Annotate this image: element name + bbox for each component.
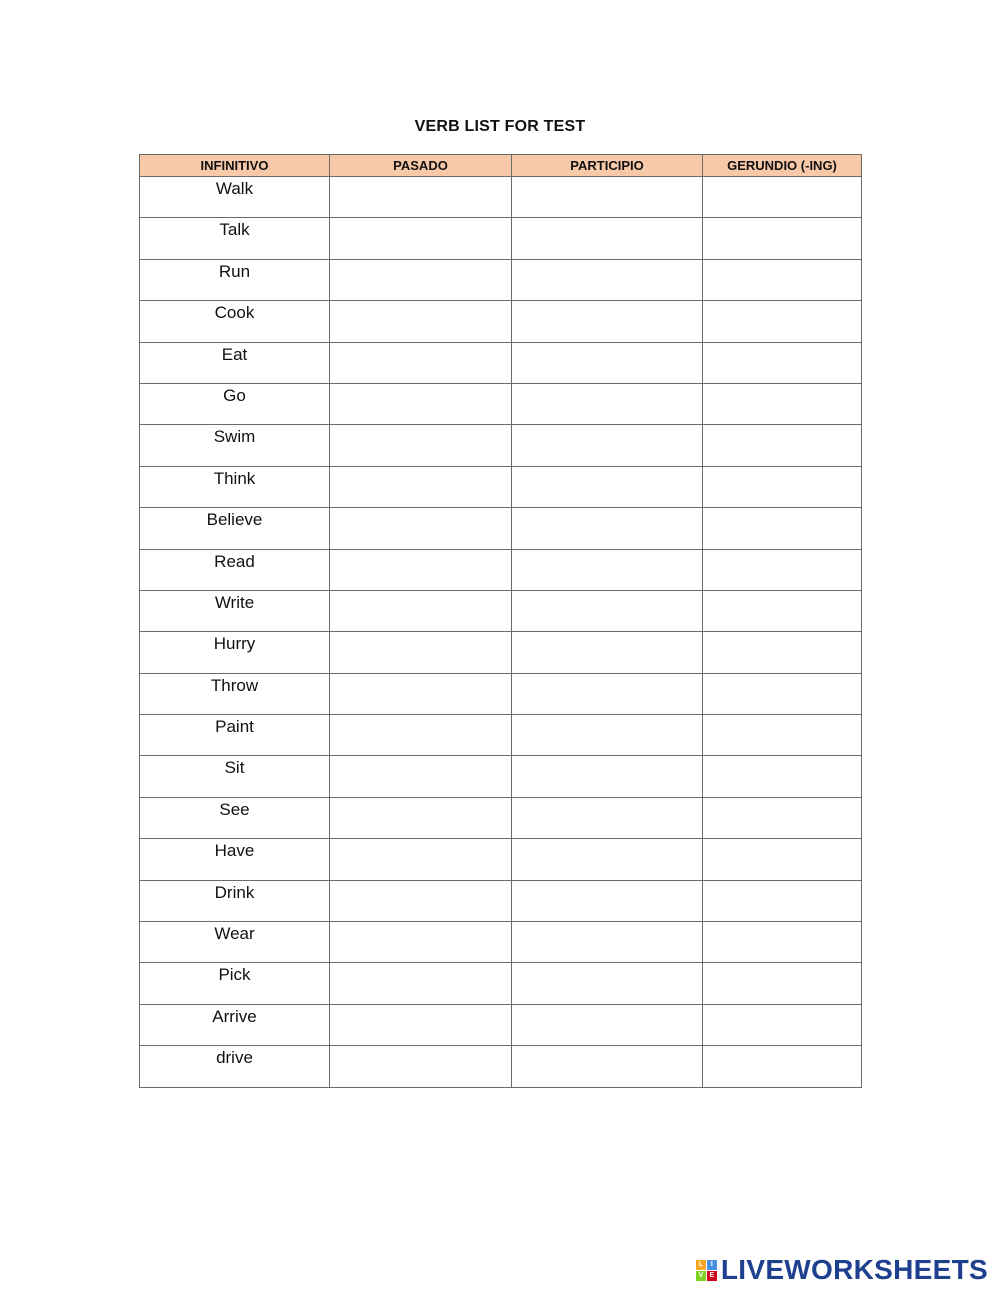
table-row [140, 259, 862, 300]
participle-answer-cell[interactable] [512, 383, 703, 424]
participle-answer-cell[interactable] [512, 880, 703, 921]
logo-mark-letter: V [696, 1271, 706, 1281]
participle-answer-cell[interactable] [512, 715, 703, 756]
liveworksheets-mark-icon [696, 1260, 717, 1281]
gerund-answer-cell[interactable] [703, 1046, 862, 1087]
participle-answer-cell[interactable] [512, 549, 703, 590]
past-answer-cell[interactable] [330, 508, 512, 549]
table-row [140, 756, 862, 797]
gerund-answer-cell[interactable] [703, 425, 862, 466]
gerund-answer-cell[interactable] [703, 508, 862, 549]
gerund-answer-cell[interactable] [703, 673, 862, 714]
verb-infinitive-cell: Arrive [140, 1004, 330, 1045]
table-row [140, 839, 862, 880]
participle-answer-cell[interactable] [512, 508, 703, 549]
verb-infinitive-cell: Go [140, 383, 330, 424]
past-answer-cell[interactable] [330, 342, 512, 383]
gerund-answer-cell[interactable] [703, 922, 862, 963]
participle-answer-cell[interactable] [512, 922, 703, 963]
table-row [140, 342, 862, 383]
past-answer-cell[interactable] [330, 1046, 512, 1087]
verb-infinitive-cell: Throw [140, 673, 330, 714]
past-answer-cell[interactable] [330, 301, 512, 342]
verb-infinitive-cell: drive [140, 1046, 330, 1087]
verb-infinitive-cell: Write [140, 590, 330, 631]
participle-answer-cell[interactable] [512, 632, 703, 673]
verb-infinitive-cell: Think [140, 466, 330, 507]
past-answer-cell[interactable] [330, 797, 512, 838]
gerund-answer-cell[interactable] [703, 466, 862, 507]
logo-mark-letter: I [707, 1260, 717, 1270]
gerund-answer-cell[interactable] [703, 259, 862, 300]
table-row [140, 549, 862, 590]
table-row [140, 177, 862, 218]
participle-answer-cell[interactable] [512, 342, 703, 383]
gerund-answer-cell[interactable] [703, 590, 862, 631]
table-row [140, 590, 862, 631]
column-header-pasado: PASADO [330, 155, 512, 177]
past-answer-cell[interactable] [330, 839, 512, 880]
past-answer-cell[interactable] [330, 549, 512, 590]
table-row [140, 466, 862, 507]
gerund-answer-cell[interactable] [703, 549, 862, 590]
verb-table [139, 154, 862, 1088]
verb-infinitive-cell: Walk [140, 177, 330, 218]
participle-answer-cell[interactable] [512, 673, 703, 714]
verb-infinitive-cell: Read [140, 549, 330, 590]
verb-infinitive-cell: Drink [140, 880, 330, 921]
past-answer-cell[interactable] [330, 632, 512, 673]
past-answer-cell[interactable] [330, 880, 512, 921]
gerund-answer-cell[interactable] [703, 839, 862, 880]
verb-infinitive-cell: Talk [140, 218, 330, 259]
verb-infinitive-cell: Have [140, 839, 330, 880]
past-answer-cell[interactable] [330, 673, 512, 714]
table-row [140, 880, 862, 921]
page-title: VERB LIST FOR TEST [414, 118, 586, 135]
column-header-infinitivo: INFINITIVO [140, 155, 330, 177]
past-answer-cell[interactable] [330, 715, 512, 756]
gerund-answer-cell[interactable] [703, 177, 862, 218]
past-answer-cell[interactable] [330, 259, 512, 300]
table-row [140, 1004, 862, 1045]
verb-infinitive-cell: Cook [140, 301, 330, 342]
gerund-answer-cell[interactable] [703, 218, 862, 259]
participle-answer-cell[interactable] [512, 1004, 703, 1045]
verb-infinitive-cell: Wear [140, 922, 330, 963]
table-row [140, 1046, 862, 1087]
table-row [140, 508, 862, 549]
participle-answer-cell[interactable] [512, 425, 703, 466]
past-answer-cell[interactable] [330, 466, 512, 507]
gerund-answer-cell[interactable] [703, 383, 862, 424]
gerund-answer-cell[interactable] [703, 1004, 862, 1045]
verb-table-body [140, 177, 862, 1088]
gerund-answer-cell[interactable] [703, 632, 862, 673]
past-answer-cell[interactable] [330, 177, 512, 218]
verb-infinitive-cell: See [140, 797, 330, 838]
table-row [140, 922, 862, 963]
table-row [140, 963, 862, 1004]
past-answer-cell[interactable] [330, 590, 512, 631]
participle-answer-cell[interactable] [512, 590, 703, 631]
table-row [140, 715, 862, 756]
table-row [140, 673, 862, 714]
past-answer-cell[interactable] [330, 756, 512, 797]
participle-answer-cell[interactable] [512, 177, 703, 218]
logo-mark-letter: L [696, 1260, 706, 1270]
participle-answer-cell[interactable] [512, 797, 703, 838]
table-row [140, 632, 862, 673]
table-row [140, 425, 862, 466]
verb-infinitive-cell: Run [140, 259, 330, 300]
gerund-answer-cell[interactable] [703, 880, 862, 921]
participle-answer-cell[interactable] [512, 466, 703, 507]
table-row [140, 301, 862, 342]
gerund-answer-cell[interactable] [703, 715, 862, 756]
participle-answer-cell[interactable] [512, 1046, 703, 1087]
participle-answer-cell[interactable] [512, 963, 703, 1004]
past-answer-cell[interactable] [330, 1004, 512, 1045]
logo-text: LIVEWORKSHEETS [720, 1254, 988, 1285]
verb-infinitive-cell: Eat [140, 342, 330, 383]
liveworksheets-logo [696, 1254, 988, 1286]
participle-answer-cell[interactable] [512, 218, 703, 259]
table-row [140, 383, 862, 424]
past-answer-cell[interactable] [330, 218, 512, 259]
gerund-answer-cell[interactable] [703, 301, 862, 342]
verb-infinitive-cell: Pick [140, 963, 330, 1004]
logo-mark-letter: E [707, 1271, 717, 1281]
participle-answer-cell[interactable] [512, 301, 703, 342]
past-answer-cell[interactable] [330, 425, 512, 466]
gerund-answer-cell[interactable] [703, 342, 862, 383]
gerund-answer-cell[interactable] [703, 797, 862, 838]
column-header-participio: PARTICIPIO [512, 155, 703, 177]
participle-answer-cell[interactable] [512, 839, 703, 880]
column-header-gerundio: GERUNDIO (-ING) [703, 155, 862, 177]
gerund-answer-cell[interactable] [703, 756, 862, 797]
table-row [140, 797, 862, 838]
participle-answer-cell[interactable] [512, 259, 703, 300]
past-answer-cell[interactable] [330, 922, 512, 963]
past-answer-cell[interactable] [330, 383, 512, 424]
table-row [140, 218, 862, 259]
table-header-row [140, 155, 862, 177]
gerund-answer-cell[interactable] [703, 963, 862, 1004]
participle-answer-cell[interactable] [512, 756, 703, 797]
verb-infinitive-cell: Sit [140, 756, 330, 797]
verb-infinitive-cell: Paint [140, 715, 330, 756]
verb-infinitive-cell: Swim [140, 425, 330, 466]
verb-infinitive-cell: Hurry [140, 632, 330, 673]
past-answer-cell[interactable] [330, 963, 512, 1004]
verb-infinitive-cell: Believe [140, 508, 330, 549]
